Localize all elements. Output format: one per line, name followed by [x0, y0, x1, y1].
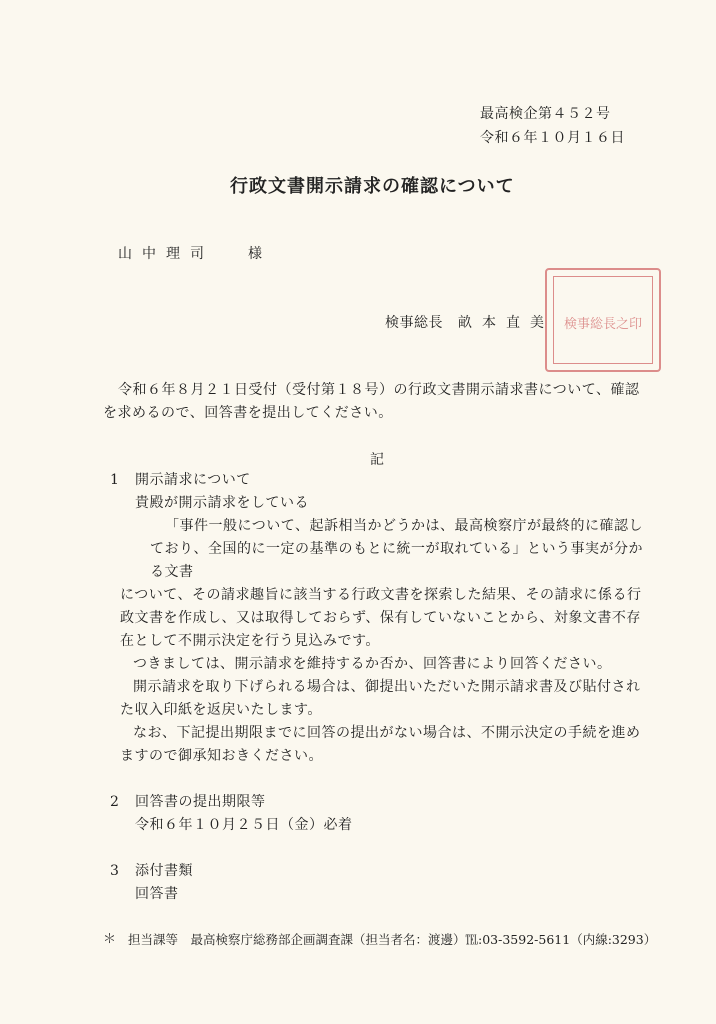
sender-position: 検事総長: [385, 315, 443, 331]
ki-mark: 記: [370, 452, 385, 468]
section-3-number: 3: [110, 863, 120, 879]
section-1-body-5: 開示請求を取り下げられる場合は、御提出いただいた開示請求書及び貼付され: [133, 679, 641, 695]
section-2-heading: 回答書の提出期限等: [135, 794, 266, 810]
section-3-line-1: 回答書: [135, 886, 179, 902]
section-1-body-6: た収入印紙を返戻いたします。: [120, 702, 322, 718]
seal-text: 検事総長之印: [563, 317, 643, 332]
section-2-line-1: 令和６年１０月２５日（金）必着: [135, 817, 353, 833]
section-2-number: 2: [110, 794, 120, 810]
intro-line-1: 令和６年８月２１日受付（受付第１８号）の行政文書開示請求書について、確認: [118, 382, 640, 398]
section-1-number: 1: [110, 472, 120, 488]
recipient-name: 山中理司: [118, 246, 214, 262]
section-1-quote-3: る文書: [150, 564, 194, 580]
section-1-line-1: 貴殿が開示請求をしている: [135, 495, 309, 511]
official-seal: [545, 268, 661, 372]
sender-name: 畝本直美: [458, 315, 554, 331]
section-1-quote-2: ており、全国的に一定の基準のもとに統一が取れている」という事実が分か: [150, 541, 643, 557]
recipient-honorific: 様: [248, 246, 263, 262]
footer-contact: 担当課等 最高検察庁総務部企画調査課（担当者名：渡邊）℡:03-3592-5611（内線:3293）: [128, 932, 657, 947]
section-1-body-4: つきましては、開示請求を維持するか否か、回答書により回答ください。: [133, 656, 612, 672]
section-3-heading: 添付書類: [135, 863, 193, 879]
document-number: 最高検企第４５２号: [480, 106, 611, 122]
section-1-body-1: について、その請求趣旨に該当する行政文書を探索した結果、その請求に係る行: [120, 587, 642, 603]
intro-line-2: を求めるので、回答書を提出してください。: [103, 405, 393, 421]
section-1-body-2: 政文書を作成し、又は取得しておらず、保有していないことから、対象文書不存: [120, 610, 641, 626]
document-title: 行政文書開示請求の確認について: [230, 176, 515, 197]
section-1-body-3: 在として不開示決定を行う見込みです。: [120, 633, 380, 649]
document-date: 令和６年１０月１６日: [480, 130, 625, 146]
section-1-heading: 開示請求について: [135, 472, 251, 488]
section-1-quote-1: 「事件一般について、起訴相当かどうかは、最高検察庁が最終的に確認し: [165, 518, 643, 534]
section-1-body-7: なお、下記提出期限までに回答の提出がない場合は、不開示決定の手続を進め: [133, 725, 641, 741]
section-1-body-8: ますので御承知おきください。: [120, 748, 323, 764]
footer-mark: ＊: [103, 932, 117, 947]
